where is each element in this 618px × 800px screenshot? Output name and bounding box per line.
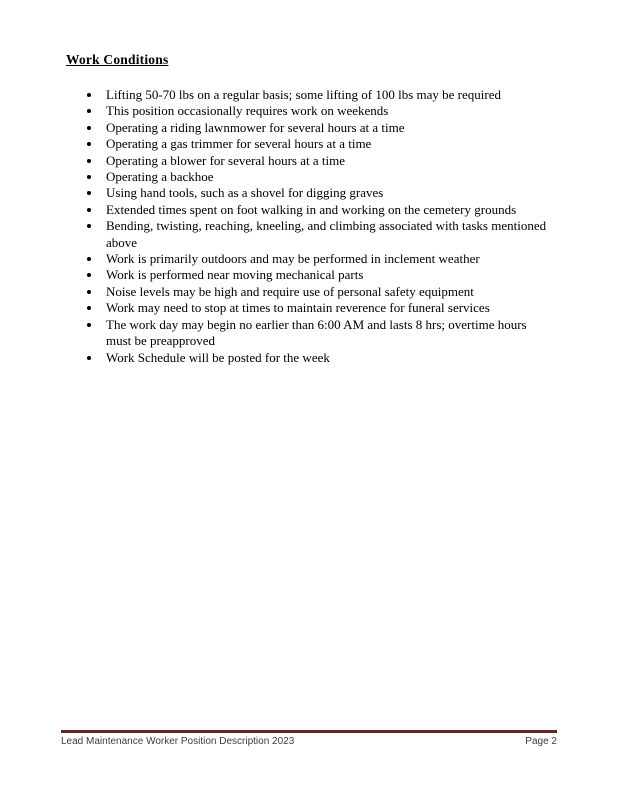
list-item: • Bending, twisting, reaching, kneeling, and climbing associated with tasks mentioned above: [102, 218, 550, 251]
work-conditions-list: [66, 87, 550, 366]
footer-page-number: Page 2: [525, 736, 557, 747]
list-item: • Operating a backhoe: [102, 169, 550, 185]
footer-document-title: Lead Maintenance Worker Position Description 2023: [61, 736, 295, 747]
list-item: • The work day may begin no earlier than 6:00 AM and lasts 8 hrs; overtime hours must be preapproved: [102, 317, 550, 350]
list-item: • Work may need to stop at times to maintain reverence for funeral services: [102, 300, 550, 316]
list-item: • Operating a gas trimmer for several hours at a time: [102, 136, 550, 152]
list-item: • Lifting 50-70 lbs on a regular basis; some lifting of 100 lbs may be required: [102, 87, 550, 103]
list-item: • Work is primarily outdoors and may be performed in inclement weather: [102, 251, 550, 267]
list-item: • Work Schedule will be posted for the week: [102, 350, 550, 366]
list-item: • Using hand tools, such as a shovel for digging graves: [102, 185, 550, 201]
list-item: • Noise levels may be high and require use of personal safety equipment: [102, 284, 550, 300]
list-item: • Extended times spent on foot walking in and working on the cemetery grounds: [102, 202, 550, 218]
page-footer: [61, 730, 557, 747]
section-heading: Work Conditions: [66, 52, 169, 67]
list-item: • Work is performed near moving mechanical parts: [102, 267, 550, 283]
list-item: • Operating a riding lawnmower for several hours at a time: [102, 120, 550, 136]
document-body: [0, 0, 618, 366]
list-item: • Operating a blower for several hours at a time: [102, 153, 550, 169]
list-item: • This position occasionally requires work on weekends: [102, 103, 550, 119]
